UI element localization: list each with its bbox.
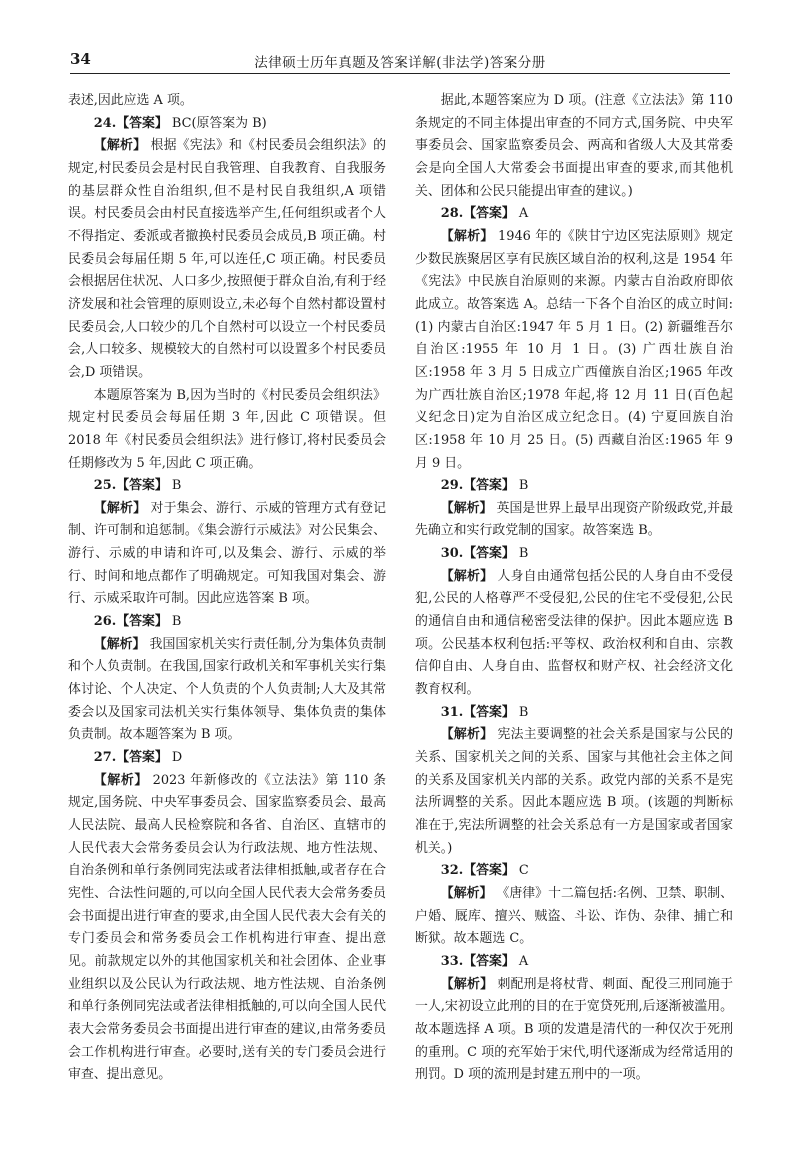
analysis-label: 【解析】 (440, 568, 494, 584)
analysis-label: 【解析】 (93, 500, 147, 516)
left-column (68, 90, 386, 1087)
analysis-24 (68, 135, 386, 384)
analysis-label: 【解析】 (93, 772, 148, 788)
analysis-26 (68, 634, 386, 747)
analysis-29 (415, 498, 733, 543)
analysis-label: 【解析】 (93, 138, 147, 154)
note-paragraph: 本题原答案为 B,因为当时的《村民委员会组织法》规定村民委员会每届任期 3 年,因此 C 项错误。但 2018 年《村民委员会组织法》进行修订,将村民委员会任期修改为 5 年,因此 C 项正确。 (68, 387, 386, 471)
answer-value: BC(原答案为 B) (167, 115, 267, 131)
analysis-text: 宪法主要调整的社会关系是国家与公民的关系、国家机关之间的关系、国家与其他社会主体之间的关系及国家机关内部的关系。政党内部的关系不是宪法所调整的关系。因此本题应选 B 项。(该题的判断标准在于,宪法所调整的社会关系总有一方是国家或者国家机关。) (415, 727, 733, 856)
answer-26 (68, 611, 386, 634)
analysis-text: 根据《宪法》和《村民委员会组织法》的规定,村民委员会是村民自我管理、自我教育、自我服务的基层群众性自治组织,但不是村民自我组织,A 项错误。村民委员会由村民直接选举产生,任何组织或者个人不得指定、委派或者撤换村民委员会成员,B 项正确。村民委员会每届任期 5 年,可以连任,C 项正确。村民委员会根据居住状况、人口多少,按照便于群众自治,有利于经济发展和社会管理的原则设立,未必每个自然村都设置村民委员会,人口较少的几个自然村可以设立一个村民委员会,人口较多、规模较大的自然村可以设置多个村民委员会,D 项错误。 (68, 138, 386, 380)
answer-33 (415, 951, 733, 974)
answer-value: B (514, 478, 529, 494)
answer-label: 26.【答案】 (93, 614, 168, 630)
analysis-text: 对于集会、游行、示威的管理方式有登记制、许可制和追惩制。《集会游行示威法》对公民集会、游行、示威的申请和许可,以及集会、游行、示威的举行、时间和地点都作了明确规定。可知我国对集会、游行、示威采取许可制。因此应选答案 B 项。 (68, 500, 386, 607)
analysis-28 (415, 226, 733, 475)
answer-32 (415, 860, 733, 883)
analysis-text: 1946 年的《陕甘宁边区宪法原则》规定少数民族聚居区享有民族区域自治的权利,这是 1954 年《宪法》中民族自治原则的来源。内蒙古自治政府即依此成立。故答案选 A。总结一下各个自治区的成立时间:(1) 内蒙古自治区:1947 年 5 月 1 日。(2) 新疆维吾尔自治区:1955 年 10 月 1 日。(3) 广西壮族自治区:1958 年 3 月 5 日成立广西僮族自治区;1965 年改为广西壮族自治区;1978 年起,将 12 月 11 日(百色起义纪念日)定为自治区成立纪念日。(4) 宁夏回族自治区:1958 年 10 月 25 日。(5) 西藏自治区:1965 年 9 月 9 日。 (415, 228, 733, 471)
answer-value: D (167, 750, 183, 766)
answer-value: B (514, 546, 529, 562)
answer-value: B (514, 704, 529, 720)
answer-label: 33.【答案】 (440, 953, 515, 969)
answer-27 (68, 747, 386, 770)
answer-value: A (514, 953, 529, 969)
answer-31 (415, 702, 733, 725)
answer-value: C (514, 863, 529, 879)
header-rule (70, 73, 730, 74)
answer-label: 30.【答案】 (440, 546, 515, 562)
answer-label: 28.【答案】 (440, 206, 515, 222)
analysis-label: 【解析】 (440, 727, 494, 743)
analysis-label: 【解析】 (440, 885, 493, 901)
analysis-label: 【解析】 (440, 228, 494, 244)
continuation-text: 表述,因此应选 A 项。 (68, 93, 193, 108)
analysis-text: 我国国家机关实行责任制,分为集体负责制和个人负责制。在我国,国家行政机关和军事机关实行集体讨论、个人决定、个人负责的个人负责制;人大及其常委会以及国家司法机关实行集体领导、集体负责的集体负责制。故本题答案为 B 项。 (68, 636, 386, 743)
analysis-label: 【解析】 (93, 636, 146, 652)
answer-label: 25.【答案】 (93, 478, 168, 494)
answer-label: 24.【答案】 (93, 115, 168, 131)
answer-24 (68, 113, 386, 136)
answer-value: B (167, 478, 182, 494)
running-title: 法律硕士历年真题及答案详解(非法学)答案分册 (254, 55, 546, 71)
analysis-31 (415, 724, 733, 860)
analysis-30 (415, 566, 733, 702)
analysis-label: 【解析】 (440, 976, 494, 992)
right-column (415, 90, 733, 1087)
analysis-label: 【解析】 (440, 500, 493, 516)
answer-label: 29.【答案】 (440, 478, 515, 494)
analysis-text: 人身自由通常包括公民的人身自由不受侵犯,公民的人格尊严不受侵犯,公民的住宅不受侵犯,公民的通信自由和通信秘密受法律的保护。因此本题应选 B 项。公民基本权利包括:平等权、政治权利和自由、宗教信仰自由、人身自由、监督权和财产权、社会经济文化教育权利。 (415, 568, 733, 698)
answer-label: 32.【答案】 (440, 863, 515, 879)
answer-30 (415, 543, 733, 566)
answer-value: B (167, 614, 182, 630)
answer-28 (415, 203, 733, 226)
answer-25 (68, 475, 386, 498)
page-number: 34 (70, 50, 91, 68)
answer-29 (415, 475, 733, 498)
analysis-text: 英国是世界上最早出现资产阶级政党,并最先确立和实行政党制的国家。故答案选 B。 (415, 500, 733, 539)
analysis-33 (415, 974, 733, 1087)
answer-label: 31.【答案】 (440, 704, 515, 720)
analysis-25 (68, 498, 386, 611)
analysis-32 (415, 883, 733, 951)
answer-value: A (514, 206, 529, 222)
analysis-text: 2023 年新修改的《立法法》第 110 条规定,国务院、中央军事委员会、国家监察委员会、最高人民法院、最高人民检察院和各省、自治区、直辖市的人民代表大会常务委员会认为行政法规、地方性法规、自治条例和单行条例同宪法或者法律相抵触,或者存在合宪性、合法性问题的,可以向全国人民代表大会常务委员会书面提出进行审查的要求,由全国人民代表大会有关的专门委员会和常务委员会工作机构进行审查、提出意见。前款规定以外的其他国家机关和社会团体、企业事业组织以及公民认为行政法规、地方性法规、自治条例和单行条例同宪法或者法律相抵触的,可以向全国人民代表大会常务委员会书面提出进行审查的建议,由常务委员会工作机构进行审查。必要时,送有关的专门委员会进行审查、提出意见。 (68, 772, 386, 1083)
page-header (70, 44, 730, 74)
continuation-paragraph: 据此,本题答案应为 D 项。(注意《立法法》第 110 条规定的不同主体提出审查的不同方式,国务院、中央军事委员会、国家监察委员会、两高和省级人大及其常委会是向全国人大常委会书面提出审查的要求,而其他机关、团体和公民只能提出审查的建议。) (415, 93, 733, 199)
analysis-27 (68, 770, 386, 1087)
analysis-text: 《唐律》十二篇包括:名例、卫禁、职制、户婚、厩库、擅兴、贼盗、斗讼、诈伪、杂律、捕亡和断狱。故本题选 C。 (415, 885, 733, 947)
answer-label: 27.【答案】 (93, 750, 168, 766)
analysis-text: 刺配刑是将杖背、刺面、配役三刑同施于一人,宋初设立此刑的目的在于宽贷死刑,后逐渐被滥用。故本题选择 A 项。B 项的发遣是清代的一种仅次于死刑的重刑。C 项的充军始于宋代,明代逐渐成为经常适用的刑罚。D 项的流刑是封建五刑中的一项。 (415, 976, 733, 1083)
